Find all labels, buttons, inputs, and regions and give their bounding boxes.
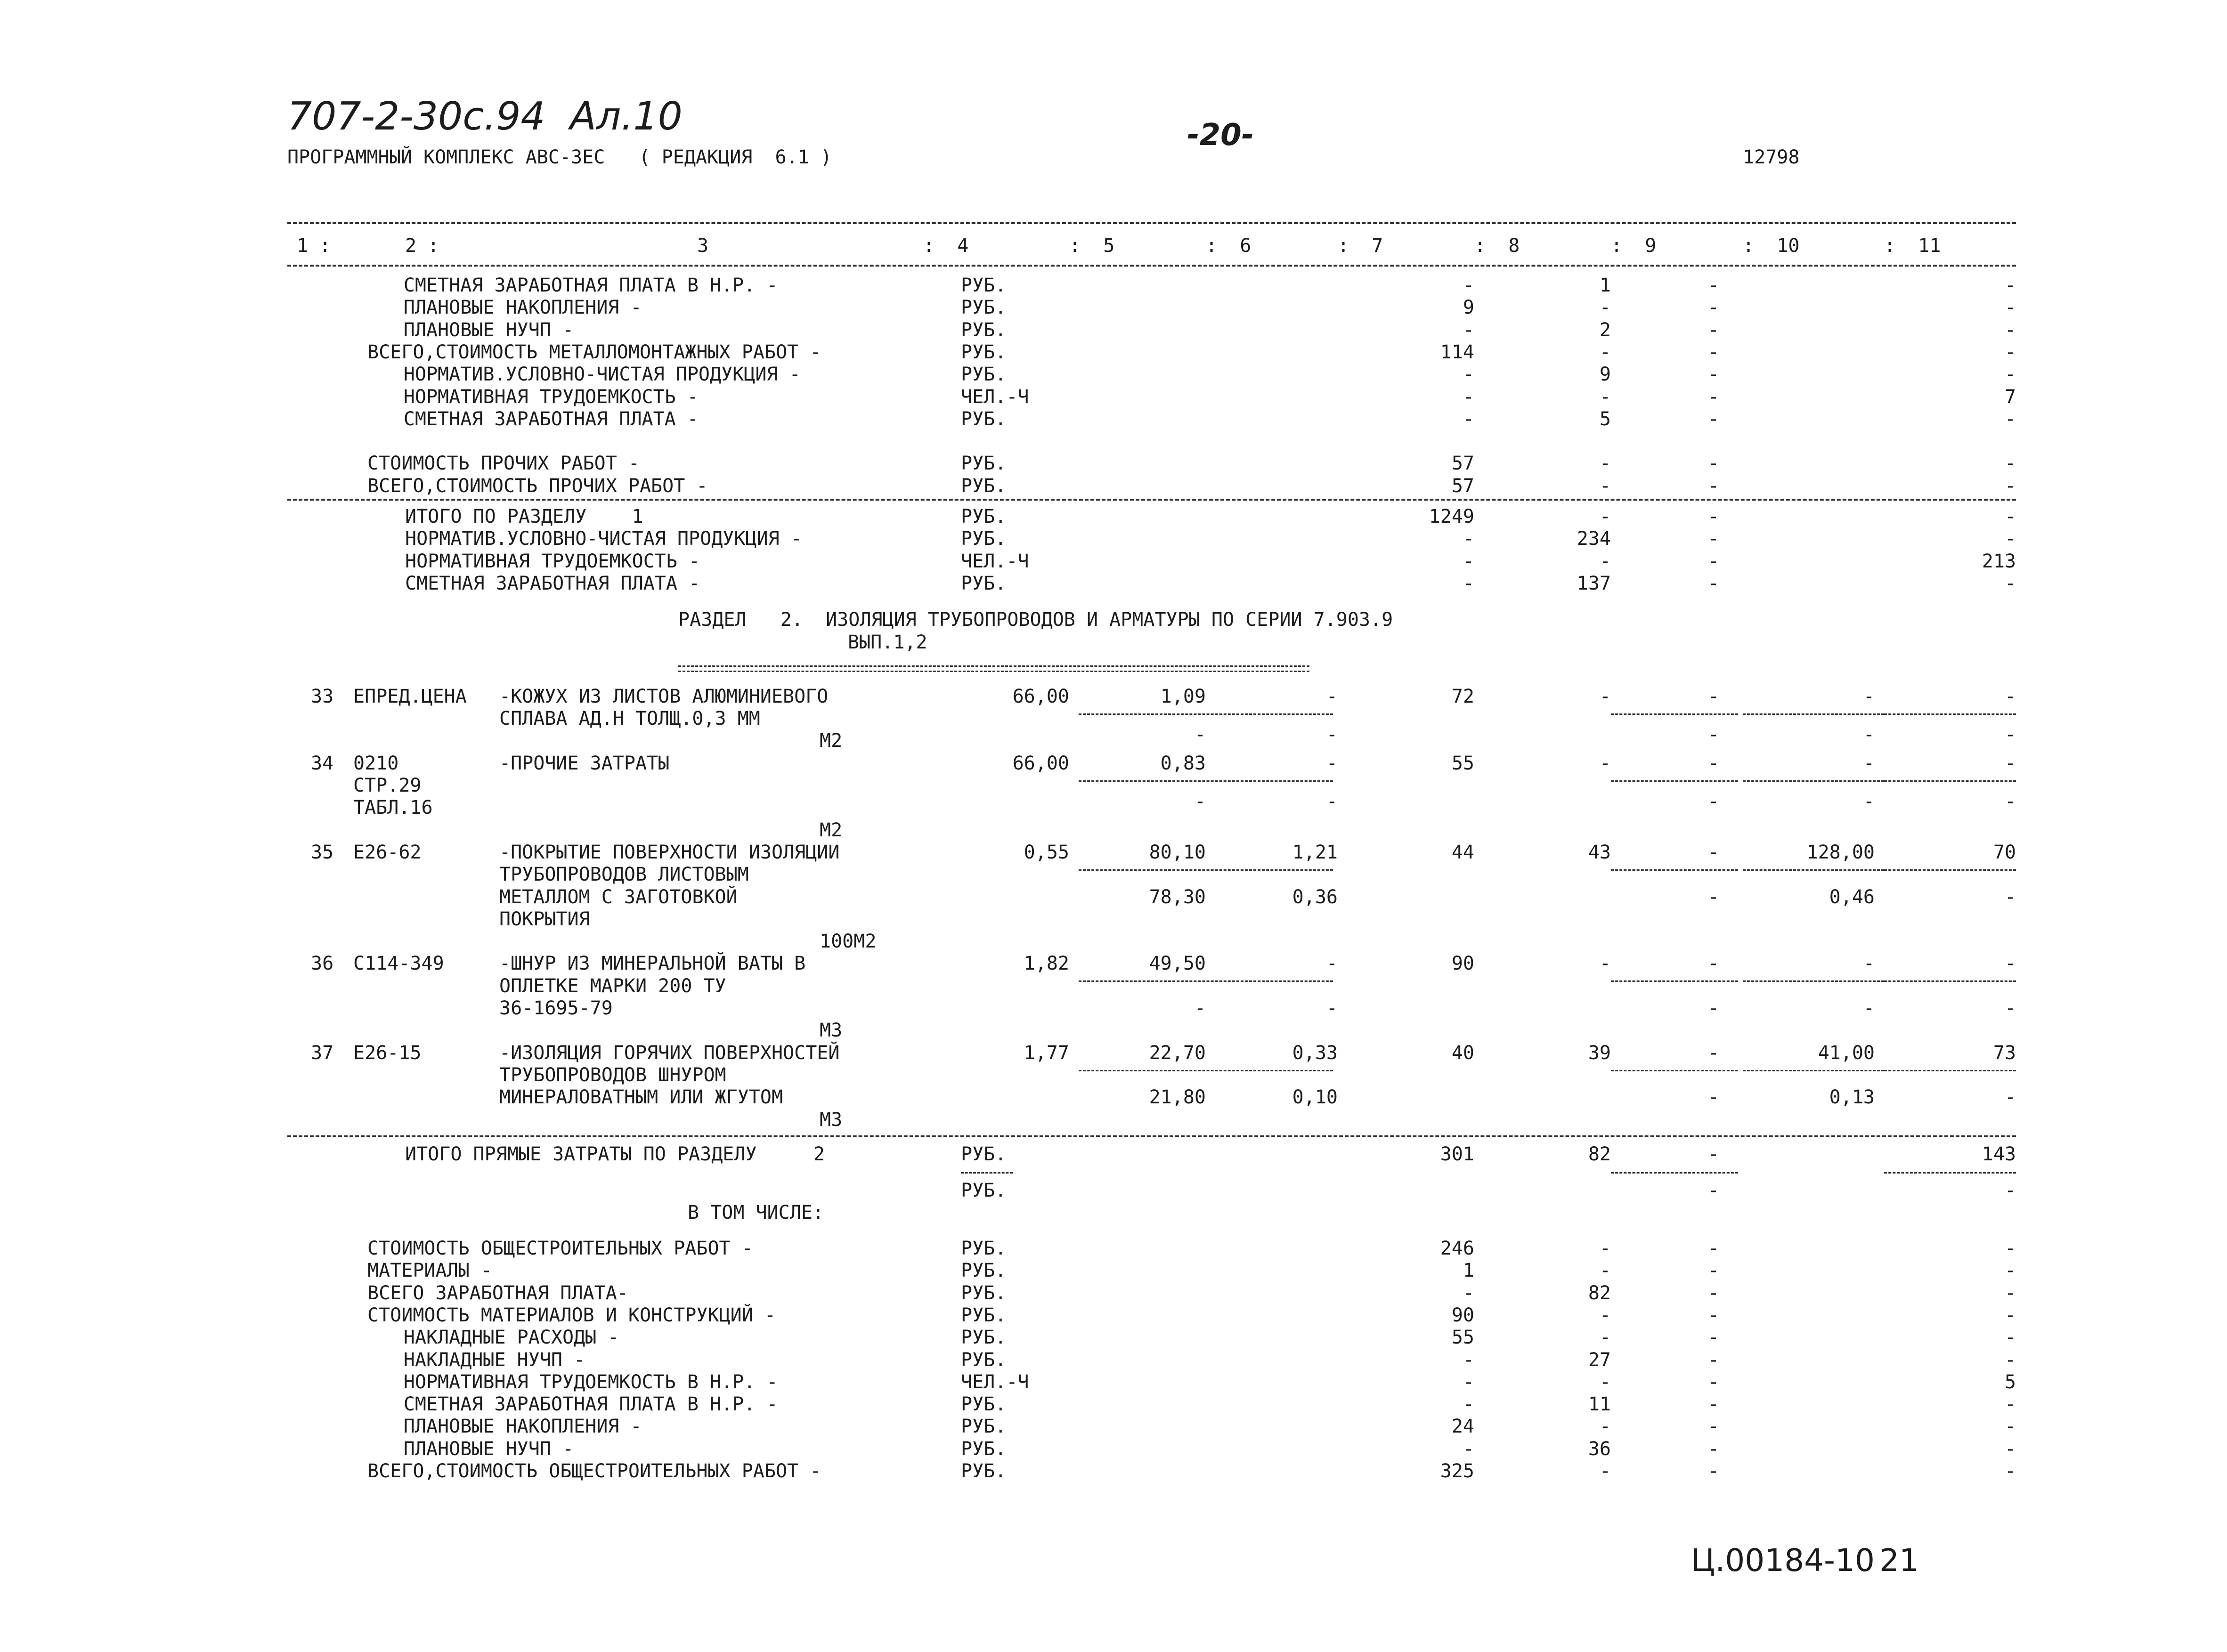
summary-value-c9: - [1707,1282,1719,1304]
summary-value-c11: - [2004,572,2016,594]
summary-unit: РУБ. [961,319,1007,341]
item-value-c8: - [1599,752,1611,774]
summary-value-c11: - [2004,408,2016,430]
summary-unit: ЧЕЛ.-Ч [961,386,1029,408]
summary-value-c11: - [2004,341,2016,363]
item-code: 0210 [353,752,399,774]
direct-total-unit: РУБ. [961,1143,1007,1165]
summary-label: СМЕТНАЯ ЗАРАБОТНАЯ ПЛАТА - [403,408,699,430]
item-value-c6: - [1326,752,1338,774]
summary-unit: РУБ. [961,1304,1007,1326]
section-title-underline [678,665,1309,672]
item-value2-c9: - [1707,790,1719,812]
summary-value-c11: - [2004,275,2016,296]
item-value2-c9: - [1707,997,1719,1019]
item-value-c11: - [2004,685,2016,707]
item-number: 33 [311,685,334,707]
page-number: -20- [1187,118,1254,153]
summary-value-c11: 7 [2004,386,2016,408]
summary-value-c8: - [1599,1327,1611,1349]
item-value2-c5: - [1194,997,1206,1019]
item-value-c9: - [1707,953,1719,975]
summary-value-c7: 90 [1451,1304,1474,1326]
summary-value-c11: - [2004,364,2016,386]
summary-unit: РУБ. [961,1460,1007,1482]
summary-label: СТОИМОСТЬ ПРОЧИХ РАБОТ - [367,453,640,475]
item-code: СТР.29 [353,775,422,796]
item-description: ТРУБОПРОВОДОВ ШНУРОМ [499,1064,726,1086]
item-value-c4: 1,82 [1024,953,1069,975]
item-value2-c5: - [1194,723,1206,745]
summary-label: НАКЛАДНЫЕ РАСХОДЫ - [403,1327,619,1349]
item-value-c4: 66,00 [1012,685,1069,707]
summary-value-c11: - [2004,1238,2016,1260]
item-value-c9: - [1707,1042,1719,1064]
summary-value-c9: - [1707,506,1719,527]
summary-label: НОРМАТИВНАЯ ТРУДОЕМКОСТЬ - [403,386,699,408]
item-value-c7: 72 [1451,685,1474,707]
column-header-7: : 7 [1338,235,1383,257]
summary-value-c8: 27 [1588,1349,1611,1371]
column-header-4: : 4 [923,235,969,257]
summary-unit: РУБ. [961,506,1007,527]
item-description: 36-1695-79 [499,997,613,1019]
column-header-10: : 10 [1743,235,1800,257]
summary-value-c7: - [1463,1393,1474,1416]
item-value2-c10: - [1863,790,1875,812]
summary-value-c9: - [1707,1349,1719,1371]
summary-value-c11: - [2004,1438,2016,1460]
item-value2-c11: - [2004,886,2016,908]
item-value-c9: - [1707,841,1719,863]
summary-value-c8: 1 [1599,275,1611,296]
item-value-c11: - [2004,953,2016,975]
item-value-c7: 40 [1451,1042,1474,1064]
summary-unit: ЧЕЛ.-Ч [961,550,1029,572]
summary-value-c8: 2 [1599,319,1611,341]
summary-value-c11: - [2004,453,2016,475]
direct-total-c11b: - [2004,1180,2016,1202]
direct-total-unit2: РУБ. [961,1180,1007,1202]
summary-label: ВСЕГО,СТОИМОСТЬ ОБЩЕСТРОИТЕЛЬНЫХ РАБОТ - [367,1460,821,1482]
summary-label: ПЛАНОВЫЕ НУЧП - [403,319,574,341]
item-subtotal-rule [1079,980,1333,982]
summary-unit: РУБ. [961,1393,1007,1416]
table-top-rule [287,222,2016,224]
c9-rule [1611,1172,1738,1174]
summary-value-c9: - [1707,275,1719,296]
item-description: ОПЛЕТКЕ МАРКИ 200 ТУ [499,975,726,997]
item-value-c8: 43 [1588,841,1611,863]
item-value-c5: 22,70 [1149,1042,1206,1064]
unit-rule [961,1172,1013,1174]
item-value2-c6: 0,36 [1292,886,1338,908]
item-value-c7: 90 [1451,953,1474,975]
item-subtotal-rule [1743,713,1884,715]
summary-label: НАКЛАДНЫЕ НУЧП - [403,1349,585,1371]
summary-value-c7: 57 [1451,453,1474,475]
item-unit: М2 [820,730,843,752]
item-number: 34 [311,752,334,774]
summary-value-c9: - [1707,341,1719,363]
item-subtotal-rule [1884,713,2016,715]
summary-unit: РУБ. [961,1282,1007,1304]
item-subtotal-rule [1079,869,1333,871]
summary-unit: РУБ. [961,1349,1007,1371]
summary-value-c7: 24 [1451,1416,1474,1438]
item-subtotal-rule [1611,780,1738,782]
summary-value-c7: - [1463,386,1474,408]
direct-total-c11: 143 [1982,1143,2016,1165]
c11-rule [1884,1172,2016,1174]
summary-value-c7: - [1463,528,1474,550]
item-value2-c5: 21,80 [1149,1086,1206,1109]
item-code: Е26-15 [353,1042,422,1064]
summary-label: НОРМАТИВНАЯ ТРУДОЕМКОСТЬ - [405,550,700,572]
summary-value-c11: 213 [1982,550,2016,572]
summary-label: ВСЕГО,СТОИМОСТЬ МЕТАЛЛОМОНТАЖНЫХ РАБОТ - [367,341,821,363]
item-value-c8: - [1599,685,1611,707]
summary-label: НОРМАТИВ.УСЛОВНО-ЧИСТАЯ ПРОДУКЦИЯ - [405,528,802,550]
item-value-c11: 70 [1993,841,2016,863]
summary-unit: РУБ. [961,408,1007,430]
summary-value-c7: - [1463,550,1474,572]
item-value2-c5: 78,30 [1149,886,1206,908]
item-value-c10: - [1863,685,1875,707]
summary-value-c9: - [1707,364,1719,386]
summary-unit: РУБ. [961,572,1007,594]
summary-value-c7: 9 [1463,297,1474,319]
summary-value-c11: - [2004,1260,2016,1282]
item-subtotal-rule [1079,713,1333,715]
summary-label: НОРМАТИВ.УСЛОВНО-ЧИСТАЯ ПРОДУКЦИЯ - [403,364,801,386]
item-subtotal-rule [1884,780,2016,782]
summary-value-c9: - [1707,386,1719,408]
summary-value-c9: - [1707,572,1719,594]
summary-value-c8: - [1599,1416,1611,1438]
summary-unit: РУБ. [961,1327,1007,1349]
summary-value-c11: 5 [2004,1371,2016,1393]
section-title-continuation: ВЫП.1,2 [848,631,927,653]
summary-value-c9: - [1707,550,1719,572]
item-value-c4: 0,55 [1024,841,1069,863]
summary-unit: ЧЕЛ.-Ч [961,1371,1029,1393]
summary-value-c8: 9 [1599,364,1611,386]
item-value2-c9: - [1707,886,1719,908]
summary-value-c7: - [1463,364,1474,386]
summary-value-c7: - [1463,572,1474,594]
summary-value-c7: - [1463,408,1474,430]
summary-value-c8: - [1599,1371,1611,1393]
summary-unit: РУБ. [961,297,1007,319]
item-description: МИНЕРАЛОВАТНЫМ ИЛИ ЖГУТОМ [499,1086,783,1109]
item-value2-c11: - [2004,723,2016,745]
item-value2-c11: - [2004,1086,2016,1109]
column-header-6: : 6 [1206,235,1252,257]
summary-value-c9: - [1707,528,1719,550]
item-subtotal-rule [1611,1070,1738,1071]
summary-value-c8: 11 [1588,1393,1611,1416]
item-value-c9: - [1707,752,1719,774]
program-title: ПРОГРАММНЫЙ КОМПЛЕКС АВС-3ЕС ( РЕДАКЦИЯ 6.1 ) [287,146,832,168]
section2-total-rule [287,1135,2016,1137]
summary-unit: РУБ. [961,1438,1007,1460]
summary-label: СМЕТНАЯ ЗАРАБОТНАЯ ПЛАТА В Н.Р. - [403,1393,778,1416]
summary-value-c9: - [1707,408,1719,430]
summary-value-c7: 57 [1451,475,1474,497]
summary-value-c9: - [1707,319,1719,341]
summary-value-c9: - [1707,1438,1719,1460]
summary-value-c8: 137 [1577,572,1611,594]
item-value2-c11: - [2004,790,2016,812]
item-value-c8: 39 [1588,1042,1611,1064]
item-value-c4: 1,77 [1024,1042,1069,1064]
item-value2-c9: - [1707,723,1719,745]
column-header-2: 2 : [405,235,439,257]
summary-value-c11: - [2004,1304,2016,1326]
item-value-c10: 41,00 [1818,1042,1875,1064]
summary-value-c11: - [2004,475,2016,497]
summary-value-c9: - [1707,475,1719,497]
summary-value-c7: - [1463,1349,1474,1371]
column-header-8: : 8 [1474,235,1520,257]
summary-label: ИТОГО ПО РАЗДЕЛУ 1 [405,506,643,527]
summary-value-c11: - [2004,1460,2016,1482]
item-description: -ИЗОЛЯЦИЯ ГОРЯЧИХ ПОВЕРХНОСТЕЙ [499,1042,840,1064]
summary-value-c7: - [1463,1282,1474,1304]
summary-label: СМЕТНАЯ ЗАРАБОТНАЯ ПЛАТА - [405,572,700,594]
item-description: МЕТАЛЛОМ С ЗАГОТОВКОЙ [499,886,738,908]
item-value-c8: - [1599,953,1611,975]
item-code: ЕПРЕД.ЦЕНА [353,685,467,707]
summary-value-c7: 325 [1440,1460,1474,1482]
summary-value-c8: 234 [1577,528,1611,550]
item-subtotal-rule [1611,980,1738,982]
item-value-c4: 66,00 [1012,752,1069,774]
footer-stamp: Ц.00184-10 [1691,1542,1875,1579]
item-value2-c6: - [1326,790,1338,812]
item-subtotal-rule [1079,780,1333,782]
item-value-c5: 1,09 [1160,685,1206,707]
item-value-c5: 80,10 [1149,841,1206,863]
item-value-c10: 128,00 [1806,841,1875,863]
item-description: -ПРОЧИЕ ЗАТРАТЫ [499,752,670,774]
summary-value-c11: - [2004,528,2016,550]
item-value2-c9: - [1707,1086,1719,1109]
item-value-c6: - [1326,685,1338,707]
summary-label: МАТЕРИАЛЫ - [367,1260,492,1282]
item-subtotal-rule [1611,713,1738,715]
summary-value-c7: - [1463,319,1474,341]
summary-value-c9: - [1707,1304,1719,1326]
summary-unit: РУБ. [961,1260,1007,1282]
summary-unit: РУБ. [961,453,1007,475]
summary-value-c7: 1 [1463,1260,1474,1282]
summary-value-c7: - [1463,1371,1474,1393]
summary-label: ПЛАНОВЫЕ НАКОПЛЕНИЯ - [403,1416,642,1438]
summary-unit: РУБ. [961,528,1007,550]
item-description: -ШНУР ИЗ МИНЕРАЛЬНОЙ ВАТЫ В [499,953,806,975]
summary-value-c8: - [1599,341,1611,363]
summary-value-c9: - [1707,453,1719,475]
summary-value-c11: - [2004,1349,2016,1371]
section1-total-rule [287,499,2016,501]
item-value-c10: - [1863,752,1875,774]
document-number: 12798 [1743,146,1800,168]
summary-value-c9: - [1707,1238,1719,1260]
summary-value-c9: - [1707,1371,1719,1393]
item-value2-c6: - [1326,723,1338,745]
summary-label: СМЕТНАЯ ЗАРАБОТНАЯ ПЛАТА В Н.Р. - [403,275,778,296]
item-description: -ПОКРЫТИЕ ПОВЕРХНОСТИ ИЗОЛЯЦИИ [499,841,840,863]
item-subtotal-rule [1743,780,1884,782]
summary-value-c11: - [2004,1327,2016,1349]
item-subtotal-rule [1079,1070,1333,1071]
column-header-3: 3 [697,235,709,257]
summary-value-c7: - [1463,275,1474,296]
item-value-c9: - [1707,685,1719,707]
summary-value-c11: - [2004,319,2016,341]
summary-value-c8: - [1599,550,1611,572]
item-value2-c11: - [2004,997,2016,1019]
summary-value-c8: - [1599,475,1611,497]
column-header-11: : 11 [1884,235,1941,257]
summary-value-c7: 55 [1451,1327,1474,1349]
doc-code: 707-2-30с.94 Ал.10 [287,94,683,139]
summary-value-c7: 246 [1440,1238,1474,1260]
item-subtotal-rule [1743,980,1884,982]
item-subtotal-rule [1611,869,1738,871]
item-value2-c6: 0,10 [1292,1086,1338,1109]
item-value2-c10: 0,13 [1829,1086,1875,1109]
item-value2-c10: 0,46 [1829,886,1875,908]
direct-total-c9: - [1707,1143,1719,1165]
column-header-9: : 9 [1611,235,1657,257]
summary-unit: РУБ. [961,1416,1007,1438]
item-value-c7: 44 [1451,841,1474,863]
item-number: 37 [311,1042,334,1064]
item-description: -КОЖУХ ИЗ ЛИСТОВ АЛЮМИНИЕВОГО [499,685,829,707]
item-description: СПЛАВА АД.Н ТОЛЩ.0,3 ММ [499,708,760,730]
summary-value-c7: 114 [1440,341,1474,363]
summary-value-c11: - [2004,1393,2016,1416]
summary-label: ВСЕГО ЗАРАБОТНАЯ ПЛАТА- [367,1282,628,1304]
summary-label: СТОИМОСТЬ ОБЩЕСТРОИТЕЛЬНЫХ РАБОТ - [367,1238,753,1260]
direct-total-c9b: - [1707,1180,1719,1202]
summary-value-c8: - [1599,1238,1611,1260]
summary-value-c11: - [2004,1416,2016,1438]
summary-value-c9: - [1707,1416,1719,1438]
summary-value-c8: - [1599,386,1611,408]
item-unit: М3 [820,1020,843,1042]
summary-value-c9: - [1707,1260,1719,1282]
item-value-c6: 1,21 [1292,841,1338,863]
item-subtotal-rule [1743,1070,1884,1071]
summary-value-c8: - [1599,453,1611,475]
summary-value-c9: - [1707,1393,1719,1416]
summary-value-c8: - [1599,297,1611,319]
item-value2-c10: - [1863,723,1875,745]
item-subtotal-rule [1884,980,2016,982]
summary-unit: РУБ. [961,475,1007,497]
summary-value-c8: - [1599,1260,1611,1282]
item-value-c7: 55 [1451,752,1474,774]
section-title: РАЗДЕЛ 2. ИЗОЛЯЦИЯ ТРУБОПРОВОДОВ И АРМАТУРЫ ПО СЕРИИ 7.903.9 [678,609,1393,631]
item-subtotal-rule [1743,869,1884,871]
item-subtotal-rule [1884,1070,2016,1071]
item-code: Е26-62 [353,841,422,863]
item-value2-c10: - [1863,997,1875,1019]
summary-value-c8: - [1599,1304,1611,1326]
direct-total-label: ИТОГО ПРЯМЫЕ ЗАТРАТЫ ПО РАЗДЕЛУ 2 [405,1143,825,1165]
summary-value-c9: - [1707,1460,1719,1482]
summary-unit: РУБ. [961,275,1007,296]
item-unit: 100М2 [820,931,877,953]
summary-value-c11: - [2004,506,2016,527]
item-value-c11: 73 [1993,1042,2016,1064]
item-value-c6: 0,33 [1292,1042,1338,1064]
item-value-c11: - [2004,752,2016,774]
summary-unit: РУБ. [961,341,1007,363]
summary-value-c8: - [1599,1460,1611,1482]
including-label: В ТОМ ЧИСЛЕ: [688,1202,824,1224]
item-value2-c5: - [1194,790,1206,812]
column-header-5: : 5 [1069,235,1115,257]
item-value-c10: - [1863,953,1875,975]
column-header-1: 1 : [297,235,331,257]
summary-value-c8: 36 [1588,1438,1611,1460]
item-code: С114-349 [353,953,444,975]
item-value-c6: - [1326,953,1338,975]
summary-value-c9: - [1707,1327,1719,1349]
summary-label: СТОИМОСТЬ МАТЕРИАЛОВ И КОНСТРУКЦИЙ - [367,1304,776,1326]
summary-value-c9: - [1707,297,1719,319]
footer-sheet-number: 21 [1879,1542,1919,1579]
summary-label: ПЛАНОВЫЕ НУЧП - [403,1438,574,1460]
item-value-c5: 0,83 [1160,752,1206,774]
direct-total-c7: 301 [1440,1143,1474,1165]
summary-value-c8: 5 [1599,408,1611,430]
summary-label: НОРМАТИВНАЯ ТРУДОЕМКОСТЬ В Н.Р. - [403,1371,778,1393]
item-value-c5: 49,50 [1149,953,1206,975]
summary-value-c8: - [1599,506,1611,527]
item-subtotal-rule [1884,869,2016,871]
summary-value-c7: 1249 [1429,506,1474,527]
summary-unit: РУБ. [961,1238,1007,1260]
summary-unit: РУБ. [961,364,1007,386]
summary-label: ВСЕГО,СТОИМОСТЬ ПРОЧИХ РАБОТ - [367,475,708,497]
item-code: ТАБЛ.16 [353,797,433,819]
item-description: ПОКРЫТИЯ [499,908,590,930]
item-value2-c6: - [1326,997,1338,1019]
item-number: 36 [311,953,334,975]
summary-value-c8: 82 [1588,1282,1611,1304]
item-description: ТРУБОПРОВОДОВ ЛИСТОВЫМ [499,864,749,886]
summary-value-c7: - [1463,1438,1474,1460]
summary-value-c11: - [2004,1282,2016,1304]
item-unit: М3 [820,1109,843,1131]
item-unit: М2 [820,819,843,841]
table-header-rule [287,265,2016,267]
direct-total-c8: 82 [1588,1143,1611,1165]
summary-label: ПЛАНОВЫЕ НАКОПЛЕНИЯ - [403,297,642,319]
item-number: 35 [311,841,334,863]
summary-value-c11: - [2004,297,2016,319]
